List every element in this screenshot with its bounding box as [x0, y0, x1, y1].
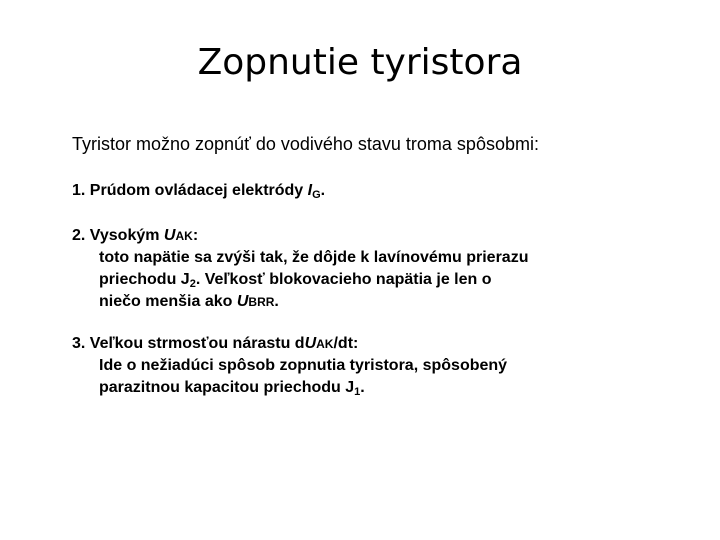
method-3-head-var: U: [304, 335, 317, 352]
method-2-head-suffix: :: [192, 227, 199, 244]
method-2-line-3-suffix: .: [274, 293, 279, 310]
method-2-head-prefix: 2. Vysokým: [72, 227, 164, 244]
method-2-line-3: [72, 291, 528, 313]
method-2-heading: [72, 225, 528, 247]
method-3-head-prefix: 3. Veľkou strmosťou nárastu d: [72, 335, 305, 352]
slide-title: Zopnutie tyristora: [197, 42, 523, 83]
method-2-line-1: toto napätie sa zvýši tak, že dôjde k lavínovému prierazu: [99, 249, 529, 266]
method-2-line-3-var: U: [236, 293, 249, 310]
method-1-var: I: [307, 182, 313, 199]
method-1: [72, 180, 325, 202]
method-3-line-1: Ide o nežiadúci spôsob zopnutia tyristora, spôsobený: [99, 357, 508, 374]
method-1-prefix: 1. Prúdom ovládacej elektródy: [72, 182, 308, 199]
method-1-suffix: .: [320, 182, 326, 199]
method-3-line-2-suffix: .: [360, 379, 365, 396]
method-2-line-2-prefix: priechodu J: [99, 271, 190, 288]
method-2-line-3-sub: BRR: [248, 295, 275, 309]
method-3-head-sub: AK: [316, 337, 334, 351]
method-2-line-2-sub: 2: [189, 278, 196, 290]
method-2-line-2: [72, 269, 528, 291]
method-3-head-suffix: /dt:: [333, 335, 359, 352]
method-3: [72, 333, 507, 399]
method-3-line-2-prefix: parazitnou kapacitou priechodu J: [99, 379, 355, 396]
method-2-head-sub: AK: [175, 229, 193, 243]
method-1-sub: G: [312, 189, 321, 201]
method-2: [72, 225, 528, 313]
method-2-head-var: U: [163, 227, 176, 244]
method-2-line-2-suffix: . Veľkosť blokovacieho napätia je len o: [195, 271, 492, 288]
method-2-line-3-prefix: niečo menšia ako: [99, 293, 237, 310]
method-3-heading: [72, 333, 507, 355]
method-3-line-2: [72, 377, 507, 399]
intro-text: Tyristor možno zopnúť do vodivého stavu troma spôsobmi:: [72, 134, 539, 154]
method-3-line-2-sub: 1: [354, 386, 361, 398]
method-1-line: [72, 180, 325, 202]
